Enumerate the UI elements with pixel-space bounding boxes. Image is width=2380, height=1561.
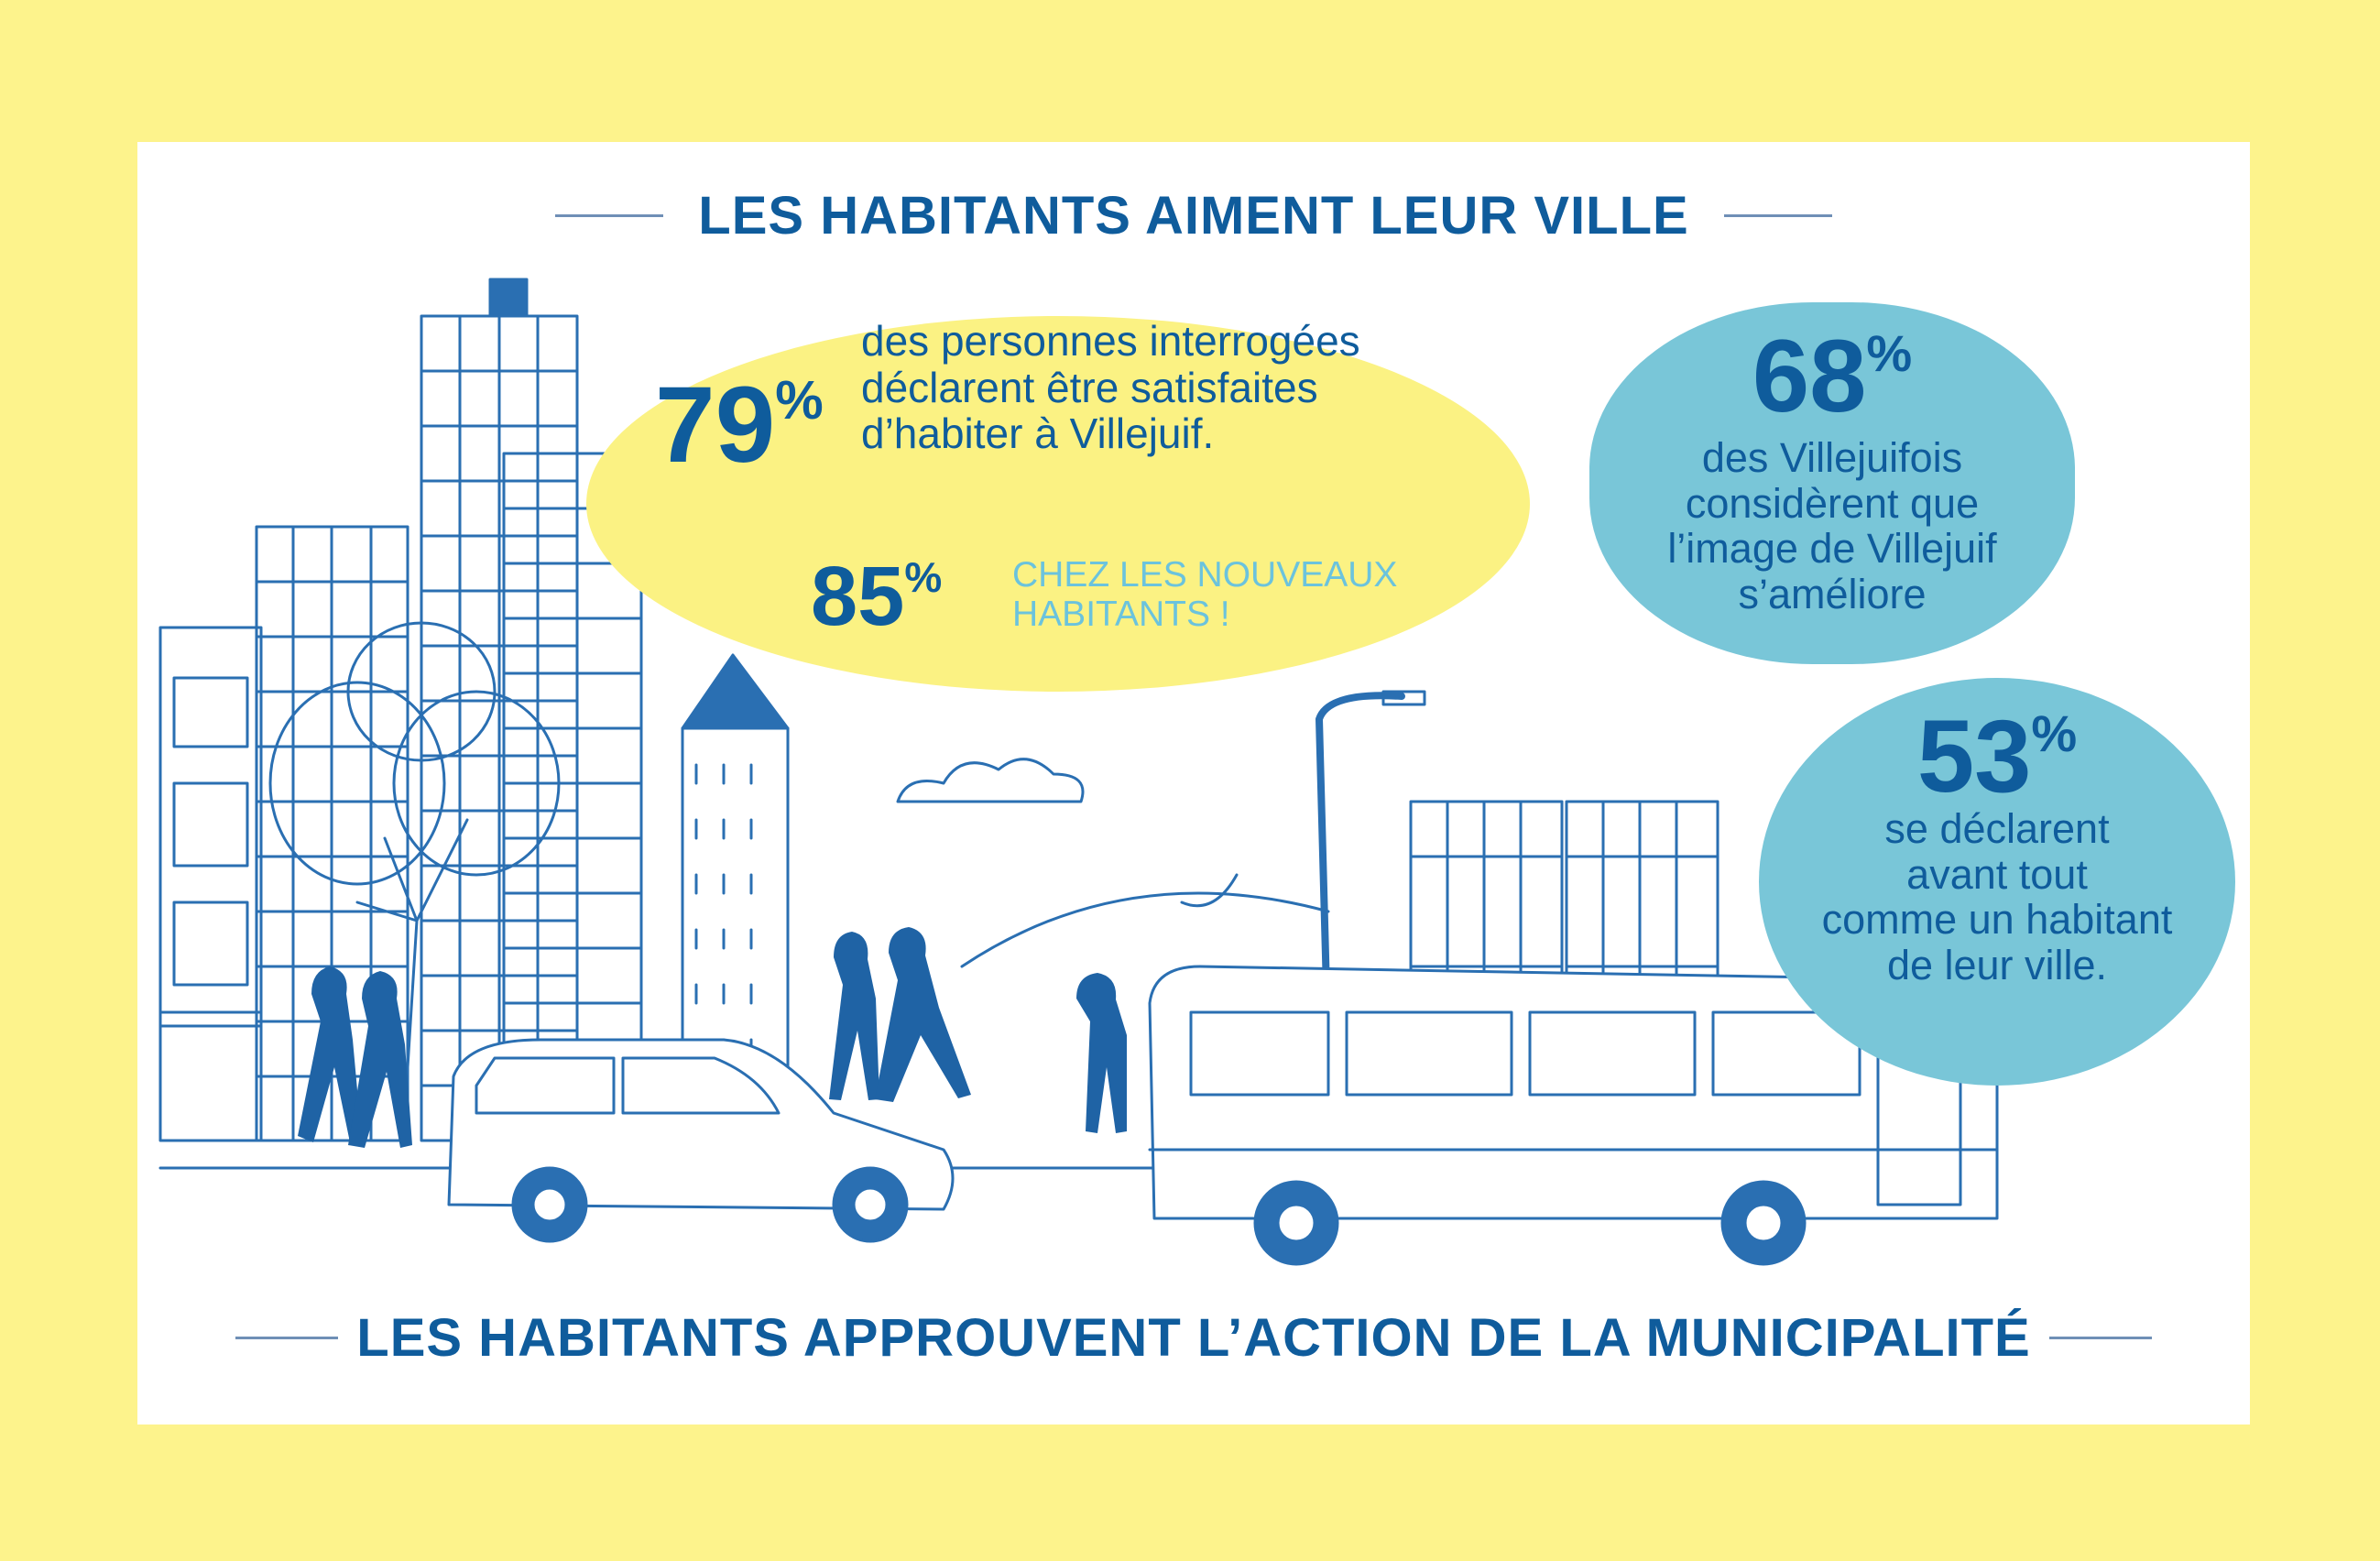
new-residents-percentage: 85% [811, 550, 943, 643]
new-residents-description: CHEZ LES NOUVEAUX HABITANTS ! [1012, 555, 1398, 634]
image-percentage: 68% [1752, 319, 1913, 433]
cloud-icon [898, 759, 1083, 802]
heading-rule-right [1724, 214, 1832, 217]
image-description: des Villejuifois considèrent que l’image de Villejuif s’améliore [1667, 434, 1997, 617]
bottom-heading-row [137, 1301, 2250, 1374]
footer-rule-left [235, 1337, 338, 1339]
identity-description: se déclarent avant tout comme un habitant de leur ville. [1821, 805, 2173, 988]
hill-icon [962, 875, 1328, 966]
identity-percentage: 53% [1916, 699, 2078, 813]
footer-rule-right [2049, 1337, 2152, 1339]
heading-rule-left [555, 214, 663, 217]
page-title: LES HABITANTS AIMENT LEUR VILLE [698, 185, 1689, 246]
footer-title: LES HABITANTS APPROUVENT L’ACTION DE LA MUNICIPALITÉ [356, 1307, 2031, 1368]
tower-icon [421, 279, 577, 1141]
infographic-card [137, 142, 2250, 1425]
top-heading-row [137, 179, 2250, 252]
satisfied-percentage: 79% [655, 365, 824, 486]
old-building-icon [160, 628, 261, 1141]
satisfied-description: des personnes interrogées déclarent être satisfaites d’habiter à Villejuif. [861, 317, 1360, 458]
